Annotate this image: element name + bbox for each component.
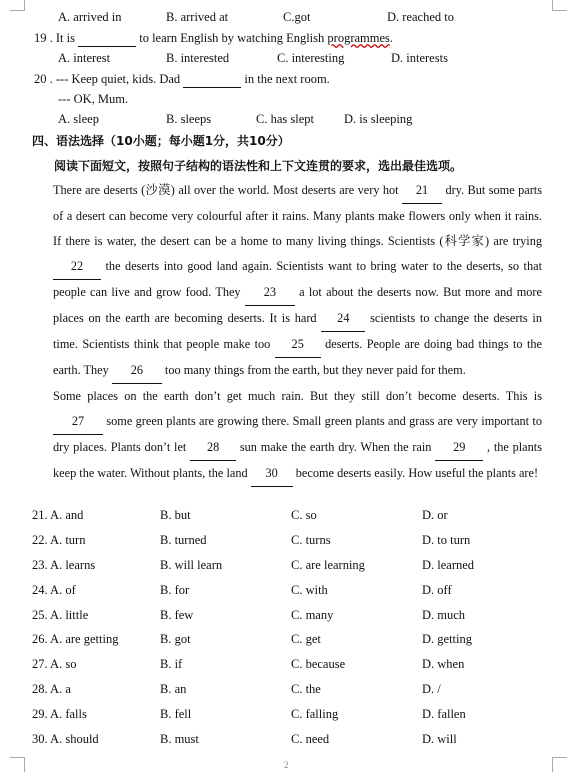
option: D. is sleeping: [344, 112, 413, 126]
answer-blank: [78, 31, 136, 47]
blank-26: 26: [112, 358, 162, 384]
option: B. an: [160, 682, 187, 696]
section-title: 四、语法选择（10小题；每小题1分，共10分）: [32, 134, 290, 148]
option: D. fallen: [422, 707, 466, 721]
q18-options: [0, 10, 577, 28]
option: D. learned: [422, 558, 475, 572]
blank-27: 27: [53, 409, 103, 435]
question-stem: 19 . It is: [34, 31, 75, 45]
q27-options: [0, 657, 577, 675]
crop-mark-bottom-right: [552, 757, 567, 772]
q25-options: [0, 608, 577, 626]
option: B. for: [160, 583, 190, 597]
page-number: 2: [284, 760, 289, 770]
option: D. reached to: [387, 10, 454, 24]
option: 22. A. turn: [32, 533, 86, 547]
option: B. turned: [160, 533, 207, 547]
blank-22: 22: [53, 254, 101, 280]
option: D. much: [422, 608, 466, 622]
passage-text: There are deserts (沙漠) all over the world. Most deserts are very hot: [53, 183, 403, 197]
option: D. /: [422, 682, 441, 696]
question-20: [34, 72, 330, 88]
passage-text: too many things from the earth, but they never paid for them.: [161, 363, 466, 377]
option: C. need: [291, 732, 330, 746]
passage-text: , the plants keep the water. Without plants, the land: [53, 440, 542, 480]
blank-23: 23: [245, 280, 295, 306]
passage-text: the deserts into good land again. Scientists want to bring water to the deserts, so that people can live and grow food. They: [53, 259, 542, 299]
option: C. get: [291, 632, 321, 646]
option: 24. A. of: [32, 583, 76, 597]
option: B. sleeps: [166, 112, 212, 126]
passage-paragraph-1: [32, 178, 542, 384]
option: C. the: [291, 682, 321, 696]
q20-reply: --- OK, Mum.: [58, 92, 129, 106]
q29-options: [0, 707, 577, 725]
option: D. or: [422, 508, 448, 522]
passage-text: Some places on the earth don’t get much rain. But they still don’t become deserts. This is: [53, 389, 542, 403]
question-19: [34, 31, 393, 47]
question-stem: to learn English by watching English: [139, 31, 325, 45]
crop-mark-bottom-left: [10, 757, 25, 772]
q20-options: [0, 112, 577, 130]
passage-text: deserts. People are doing bad things to the earth. They: [53, 337, 542, 377]
option: C. turns: [291, 533, 331, 547]
option: D. will: [422, 732, 457, 746]
q24-options: [0, 583, 577, 601]
passage-text: dry. But some parts of a desert can become very colourful after it rains. Many plants make flowers only when it rains. If there is water, the desert can be a home to many living things. Scientists (科学家) are trying: [53, 183, 543, 248]
option: 25. A. little: [32, 608, 89, 622]
option: 30. A. should: [32, 732, 99, 746]
cloze-passage: [32, 178, 542, 487]
option: 29. A. falls: [32, 707, 87, 721]
option: C. falling: [291, 707, 339, 721]
option: C. because: [291, 657, 346, 671]
blank-24: 24: [321, 306, 365, 332]
option: 26. A. are getting: [32, 632, 119, 646]
q30-options: [0, 732, 577, 750]
question-stem: .: [389, 31, 394, 45]
option: A. arrived in: [58, 10, 122, 24]
option: B. got: [160, 632, 191, 646]
blank-30: 30: [251, 461, 293, 487]
question-stem: 20 . --- Keep quiet, kids. Dad: [34, 72, 181, 86]
option: C. with: [291, 583, 328, 597]
passage-text: sun make the earth dry. When the rain: [236, 440, 436, 454]
option: 27. A. so: [32, 657, 77, 671]
option: C. interesting: [277, 51, 345, 65]
option: A. sleep: [58, 112, 99, 126]
option: C. so: [291, 508, 317, 522]
option: D. off: [422, 583, 452, 597]
answer-blank: [183, 72, 241, 88]
option: B. will learn: [160, 558, 223, 572]
q21-options: [0, 508, 577, 526]
option: B. arrived at: [166, 10, 229, 24]
option: 21. A. and: [32, 508, 84, 522]
option: C. has slept: [256, 112, 314, 126]
option: C. are learning: [291, 558, 365, 572]
q26-options: [0, 632, 577, 650]
blank-25: 25: [275, 332, 321, 358]
passage-text: some green plants are growing there. Small green plants and grass are very important to dry places. Plants don’t let: [53, 414, 542, 454]
option: C.got: [283, 10, 311, 24]
option: D. getting: [422, 632, 472, 646]
option: B. must: [160, 732, 199, 746]
q23-options: [0, 558, 577, 576]
option: D. interests: [391, 51, 448, 65]
passage-paragraph-2: [32, 384, 542, 487]
passage-text: scientists to change the deserts in time. Scientists think that people make too: [53, 311, 542, 351]
option: B. interested: [166, 51, 230, 65]
option: D. when: [422, 657, 465, 671]
option: C. many: [291, 608, 334, 622]
option: 23. A. learns: [32, 558, 96, 572]
q28-options: [0, 682, 577, 700]
blank-29: 29: [435, 435, 483, 461]
q19-options: [0, 51, 577, 69]
option: D. to turn: [422, 533, 471, 547]
option: B. if: [160, 657, 183, 671]
flagged-word: programmes: [327, 31, 390, 45]
section-instruction: 阅读下面短文，按照句子结构的语法性和上下文连贯的要求，选出最佳选项。: [54, 159, 463, 173]
option: B. fell: [160, 707, 192, 721]
passage-text: become deserts easily. How useful the plants are!: [292, 466, 539, 480]
option: B. but: [160, 508, 191, 522]
blank-28: 28: [190, 435, 236, 461]
passage-text: a lot about the deserts now. But more and more places on the earth are becoming deserts. It is hard: [53, 285, 542, 325]
q22-options: [0, 533, 577, 551]
blank-21: 21: [402, 178, 442, 204]
question-stem: in the next room.: [244, 72, 330, 86]
option: B. few: [160, 608, 194, 622]
option: A. interest: [58, 51, 111, 65]
option: 28. A. a: [32, 682, 71, 696]
